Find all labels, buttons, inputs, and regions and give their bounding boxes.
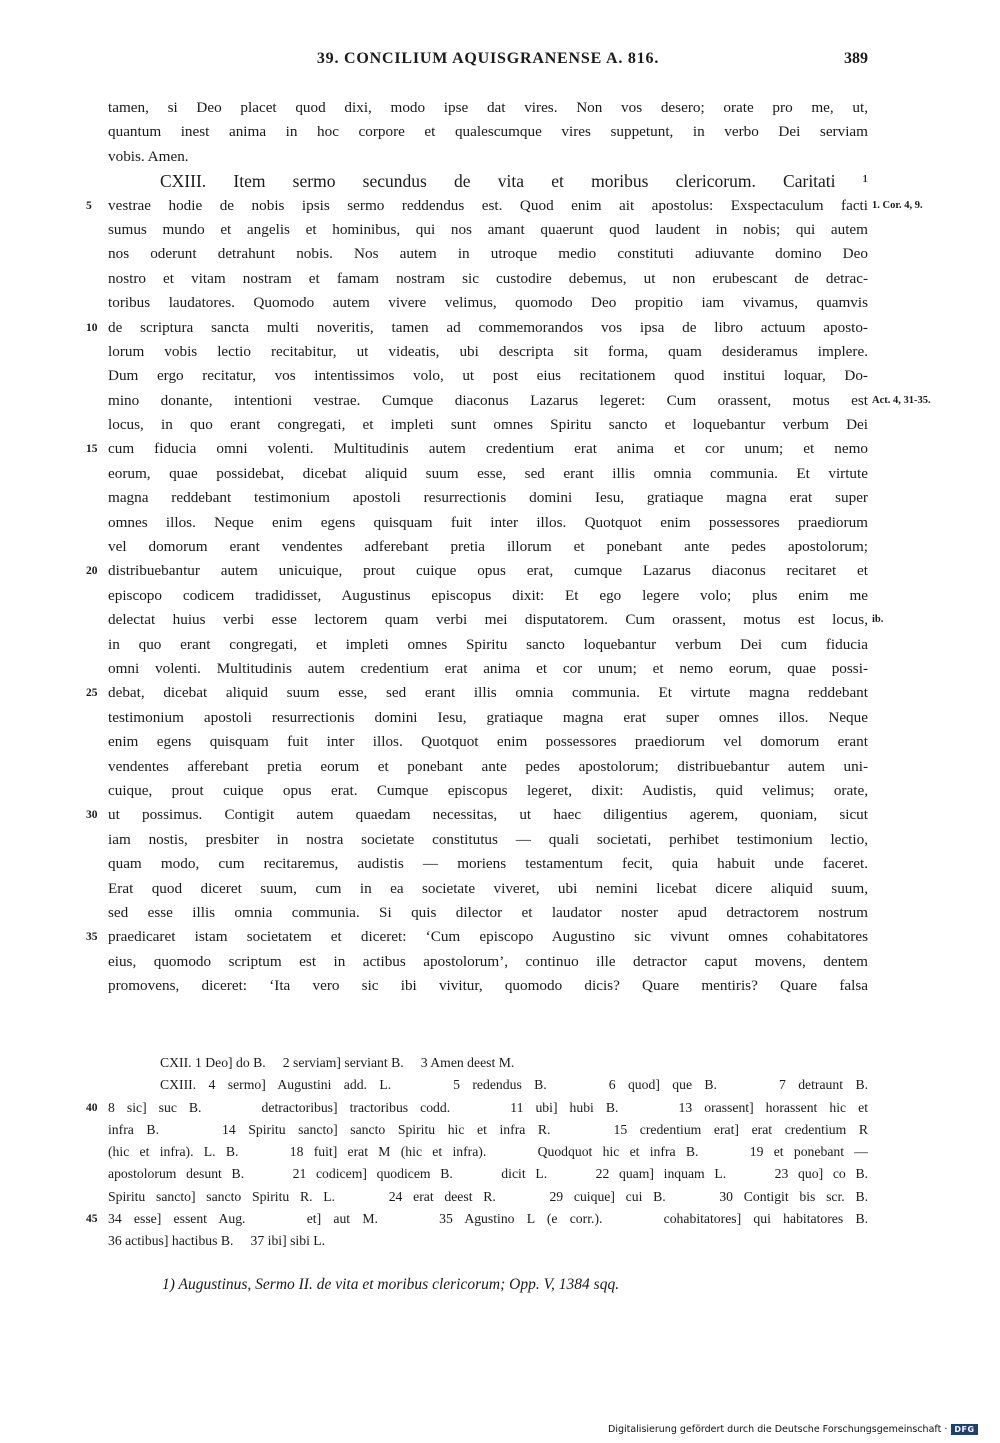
line-text: tamen, si Deo placet quod dixi, modo ipse dat vires. Non vos desero; orate pro me, ut, <box>108 99 868 116</box>
apparatus-line <box>108 1052 868 1074</box>
text-line <box>108 608 884 632</box>
text-line <box>108 340 868 364</box>
text-line <box>108 706 868 730</box>
line-number: 40 <box>86 1101 98 1114</box>
text-line <box>86 803 868 827</box>
digitization-credit <box>608 1424 978 1435</box>
text-line <box>86 194 923 218</box>
apparatus-line <box>108 1119 868 1141</box>
text-line <box>86 559 868 583</box>
line-text: omnes illos. Neque enim egens quisquam fuit inter illos. Quotquot enim possessores praediorum <box>108 513 868 531</box>
line-text: nos oderunt detrahunt nobis. Nos autem in utroque medio constituti adiuvante domino Deo <box>108 245 868 263</box>
line-number: 15 <box>86 443 98 456</box>
text-line <box>108 242 868 266</box>
text-line <box>86 316 868 340</box>
line-text: vestrae hodie de nobis ipsis sermo reddendus est. Quod enim ait apostolus: Exspectaculum facti <box>108 196 868 214</box>
text-line <box>108 413 868 437</box>
text-line <box>86 437 868 461</box>
line-text: in quo erant congregati, et impleti omnes Spiritu sancto loquebantur verbum Dei cum fiducia <box>108 635 868 653</box>
margin-reference: ib. <box>872 614 884 626</box>
text-line <box>108 535 868 559</box>
line-text: distribuebantur autem unicuique, prout cuique opus erat, cumque Lazarus diaconus recitaret et <box>108 562 868 580</box>
text-line <box>86 925 868 949</box>
line-text: CXIII. Item sermo secundus de vita et moribus clericorum. Caritati ¹ <box>160 171 868 192</box>
line-text: vobis. Amen. <box>108 147 189 165</box>
section-heading <box>108 169 868 193</box>
apparatus-text: (hic et infra). L. B. 18 fuit] erat M (hic et infra). Quodquot hic et infra B. 19 et ponebant — <box>108 1144 868 1160</box>
line-text: mino donante, intentioni vestrae. Cumque diaconus Lazarus legeret: Cum orassent, motus est <box>108 391 868 409</box>
line-text: omni volenti. Multitudinis autem credentium erat anima et cor unum; et nemo eorum, quae possi- <box>108 659 868 677</box>
text-line <box>108 584 868 608</box>
text-line <box>108 852 868 876</box>
line-text: iam nostis, presbiter in nostra societate constitutus — quali societati, perhibet testimonium lectio, <box>108 830 868 848</box>
main-text <box>86 96 931 998</box>
line-text: ut possimus. Contigit autem quaedam necessitas, ut haec diligentius agerem, quoniam, sicut <box>108 806 868 824</box>
line-number: 5 <box>86 199 92 212</box>
text-line <box>108 877 868 901</box>
source-footnote: 1) Augustinus, Sermo II. de vita et moribus clericorum; Opp. V, 1384 sqq. <box>162 1276 620 1293</box>
line-text: locus, in quo erant congregati, et impleti sunt omnes Spiritu sancto et loquebantur verbum Dei <box>108 416 868 434</box>
apparatus-line <box>108 1230 868 1252</box>
credit-text: Digitalisierung gefördert durch die Deutsche Forschungsgemeinschaft · <box>608 1424 948 1435</box>
apparatus-text: 36 actibus] hactibus B. 37 ibi] sibi L. <box>108 1233 326 1249</box>
line-text: de scriptura sancta multi noveritis, tamen ad commemorandos vos ipsa de libro actuum aposto- <box>108 318 868 336</box>
apparatus-line <box>86 1208 868 1230</box>
text-line <box>108 730 868 754</box>
text-line <box>108 828 868 852</box>
apparatus-text: CXII. 1 Deo] do B. 2 serviam] serviant B. 3 Amen deest M. <box>160 1055 515 1070</box>
text-line <box>108 96 868 120</box>
line-text: debat, dicebat aliquid suum esse, sed erant illis omnia communia. Et virtute magna reddebant <box>108 684 868 702</box>
line-number: 25 <box>86 687 98 700</box>
apparatus-line <box>108 1141 868 1163</box>
line-text: episcopo codicem tradidisset, Augustinus episcopus dixit: Et ego legere volo; plus enim me <box>108 586 868 604</box>
line-text: quantum inest anima in hoc corpore et qualescumque vires suppetunt, in verbo Dei serviam <box>108 123 868 141</box>
text-line <box>108 657 868 681</box>
line-text: testimonium apostoli resurrectionis domini Iesu, gratiaque magna erat super omnes illos. Neque <box>108 708 868 726</box>
text-line <box>108 120 868 144</box>
line-text: nostro et vitam nostram et famam nostram sic custodire debemus, ut non erubescant de detrac- <box>108 269 868 287</box>
text-line <box>108 755 868 779</box>
text-line <box>108 462 868 486</box>
line-text: vendentes afferebant pretia eorum et ponebant ante pedes apostolorum; distribuebantur autem uni- <box>108 757 868 775</box>
line-number: 35 <box>86 931 98 944</box>
text-line <box>108 950 868 974</box>
text-line <box>108 291 868 315</box>
text-line <box>108 267 868 291</box>
text-line <box>108 901 868 925</box>
running-header <box>108 50 868 74</box>
apparatus-text: 8 sic] suc B. detractoribus] tractoribus codd. 11 ubi] hubi B. 13 orassent] horassent hic et <box>108 1099 868 1115</box>
apparatus-line <box>86 1097 868 1119</box>
line-text: cum fiducia omni volenti. Multitudinis autem credentium erat anima et cor unum; et nemo <box>108 440 868 458</box>
margin-reference: Act. 4, 31-35. <box>872 394 931 406</box>
text-line <box>108 486 868 510</box>
line-number: 20 <box>86 565 98 578</box>
line-text: toribus laudatores. Quomodo autem vivere velimus, quomodo Deo propitio iam vivamus, quamvis <box>108 294 868 312</box>
line-number: 30 <box>86 809 98 822</box>
apparatus-line <box>108 1186 868 1208</box>
margin-reference: 1. Cor. 4, 9. <box>872 199 923 211</box>
line-text: delectat huius verbi esse lectorem quam verbi mei disputatorem. Cum orassent, motus est locus, <box>108 611 868 629</box>
text-line <box>108 974 868 998</box>
line-text: praedicaret istam societatem et diceret: ‘Cum episcopo Augustino sic vivunt omnes cohabitatores <box>108 928 868 946</box>
apparatus-line <box>108 1074 868 1096</box>
text-line <box>108 633 868 657</box>
text-line <box>108 389 931 413</box>
text-line <box>108 511 868 535</box>
line-text: Erat quod diceret suum, cum in ea societate viveret, ubi nemini licebat dicere aliquid suum, <box>108 879 868 897</box>
text-line <box>108 364 868 388</box>
text-line <box>108 145 868 169</box>
line-text: enim egens quisquam fuit inter illos. Quotquot enim possessores praediorum vel domorum erant <box>108 733 868 751</box>
line-text: magna reddebant testimonium apostoli resurrectionis domini Iesu, gratiaque magna erat super <box>108 489 868 507</box>
line-text: promovens, diceret: ‘Ita vero sic ibi vivitur, quomodo dicis? Quare mentiris? Quare falsa <box>108 977 868 995</box>
apparatus-line <box>108 1163 868 1185</box>
apparatus-text: Spiritu sancto] sancto Spiritu R. L. 24 erat deest R. 29 cuique] cui B. 30 Contigit bis scr. B. <box>108 1188 868 1204</box>
line-number: 10 <box>86 321 98 334</box>
text-line <box>108 779 868 803</box>
line-text: cuique, prout cuique opus erat. Cumque episcopus legeret, dixit: Audistis, quid velimus; orate, <box>108 781 868 799</box>
line-text: eorum, quae possidebat, dicebat aliquid suum esse, sed erant illis omnia communia. Et virtute <box>108 464 868 482</box>
apparatus-text: CXIII. 4 sermo] Augustini add. L. 5 redendus B. 6 quod] que B. 7 detraunt B. <box>160 1077 868 1093</box>
apparatus-text: 34 esse] essent Aug. et] aut M. 35 Agustino L (e corr.). cohabitatores] qui habitatores B. <box>108 1211 868 1227</box>
line-text: eius, quomodo scriptum est in actibus apostolorum’, continuo ille detractor caput movens, dentem <box>108 952 868 970</box>
text-line <box>108 218 868 242</box>
line-text: lorum vobis lectio recitabitur, ut videatis, ubi descripta sit forma, quam desideramus implere. <box>108 342 868 360</box>
critical-apparatus <box>86 1052 868 1253</box>
line-text: vel domorum erant vendentes adferebant pretia illorum et ponebant ante pedes apostolorum; <box>108 538 868 556</box>
apparatus-text: infra B. 14 Spiritu sancto] sancto Spiritu hic et infra R. 15 credentium erat] erat credentium R <box>108 1121 868 1137</box>
running-title: 39. CONCILIUM AQUISGRANENSE A. 816. <box>316 50 660 67</box>
line-text: sumus mundo et angelis et hominibus, qui nos amant quaerunt quod laudent in nobis; qui autem <box>108 220 868 238</box>
text-line <box>86 681 868 705</box>
line-text: Dum ergo recitatur, vos intentissimos volo, ut post eius recitationem quod institui loquar, Do- <box>108 367 868 385</box>
line-text: sed esse illis omnia communia. Si quis dilector et laudator noster apud detractorem nostrum <box>108 903 868 921</box>
line-number: 45 <box>86 1213 98 1226</box>
page-number: 389 <box>844 50 868 67</box>
apparatus-text: apostolorum desunt B. 21 codicem] quodicem B. dicit L. 22 quam] inquam L. 23 quo] co B. <box>108 1166 868 1182</box>
line-text: quam modo, cum recitaremus, audistis — moriens testamentum fecit, quia habuit unde faceret. <box>108 855 868 873</box>
dfg-logo-icon: DFG <box>951 1424 977 1435</box>
